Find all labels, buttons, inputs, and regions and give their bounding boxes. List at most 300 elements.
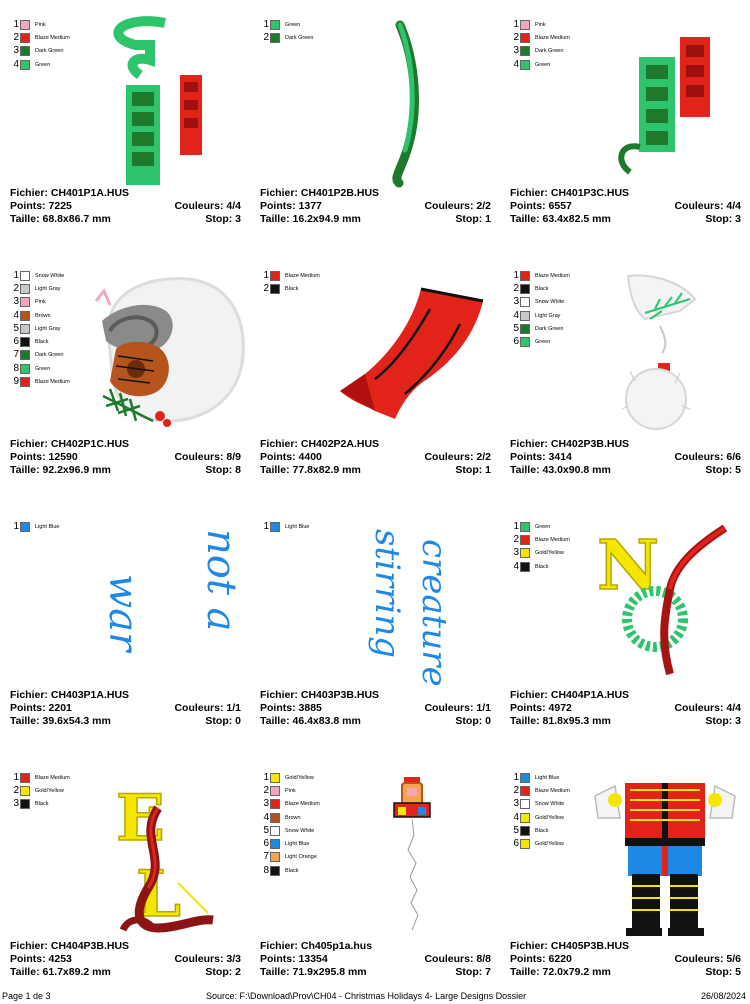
color-number: 3 bbox=[513, 296, 519, 308]
file-name: CH401P3C.HUS bbox=[550, 187, 630, 199]
file-name: Ch405p1a.hus bbox=[300, 940, 373, 952]
color-row bbox=[512, 296, 570, 309]
color-swatch bbox=[520, 562, 530, 572]
color-name: Black bbox=[35, 801, 49, 808]
colors-field: Couleurs: 4/4 bbox=[674, 702, 741, 714]
color-swatch bbox=[270, 786, 280, 796]
color-swatch bbox=[520, 311, 530, 321]
colors-field: Couleurs: 8/8 bbox=[424, 953, 491, 965]
color-name: Snow White bbox=[285, 827, 315, 834]
color-name: Gold/Yellow bbox=[35, 787, 64, 794]
colors-field: Couleurs: 3/3 bbox=[174, 953, 241, 965]
color-swatch bbox=[20, 46, 30, 56]
size-field: Taille: 16.2x94.9 mm bbox=[260, 213, 361, 225]
points-field: Points: 3885 bbox=[260, 702, 322, 714]
design-card bbox=[500, 251, 750, 502]
source-path: Source: F:\Download\Prov\CH04 - Christmas Holidays 4- Large Designs Dossier bbox=[206, 991, 527, 1001]
file-name: CH405P3B.HUS bbox=[550, 940, 630, 952]
color-row bbox=[12, 349, 70, 362]
file-field: Fichier: CH401P1A.HUS bbox=[10, 187, 130, 199]
color-swatch bbox=[520, 813, 530, 823]
design-info bbox=[10, 940, 241, 979]
stitched-text: not a bbox=[198, 529, 244, 632]
colors-field: Couleurs: 2/2 bbox=[424, 200, 491, 212]
embroidery-preview bbox=[595, 524, 735, 684]
color-name: Blaze Medium bbox=[535, 536, 570, 543]
color-number: 2 bbox=[513, 31, 519, 43]
color-list bbox=[262, 18, 313, 45]
color-name: Light Blue bbox=[35, 523, 60, 530]
colors-field: Couleurs: 2/2 bbox=[424, 451, 491, 463]
color-number: 1 bbox=[513, 18, 519, 30]
color-number: 3 bbox=[513, 547, 519, 559]
color-number: 3 bbox=[13, 45, 19, 57]
color-row bbox=[12, 296, 70, 309]
color-row bbox=[512, 58, 570, 71]
color-number: 1 bbox=[13, 269, 19, 281]
color-number: 3 bbox=[263, 798, 269, 810]
color-row bbox=[262, 784, 320, 797]
color-row bbox=[512, 837, 570, 850]
color-swatch bbox=[520, 33, 530, 43]
color-swatch bbox=[520, 20, 530, 30]
color-number: 2 bbox=[263, 31, 269, 43]
color-number: 2 bbox=[513, 533, 519, 545]
design-card bbox=[250, 502, 500, 753]
color-number: 9 bbox=[13, 376, 19, 388]
embroidery-preview bbox=[108, 778, 228, 938]
color-row bbox=[12, 309, 70, 322]
colors-field: Couleurs: 5/6 bbox=[674, 953, 741, 965]
file-field: Fichier: CH402P1C.HUS bbox=[10, 438, 130, 450]
color-number: 2 bbox=[13, 282, 19, 294]
design-card bbox=[250, 0, 500, 251]
color-name: Light Blue bbox=[285, 841, 310, 848]
color-row bbox=[262, 864, 320, 877]
color-row bbox=[262, 269, 320, 282]
color-row bbox=[12, 282, 70, 295]
stop-field: Stop: 3 bbox=[205, 213, 241, 225]
color-name: Black bbox=[535, 827, 549, 834]
color-name: Pink bbox=[535, 21, 546, 28]
color-number: 1 bbox=[263, 771, 269, 783]
color-swatch bbox=[270, 522, 280, 532]
color-swatch bbox=[20, 786, 30, 796]
color-name: Dark Green bbox=[535, 325, 564, 332]
color-swatch bbox=[520, 271, 530, 281]
color-row bbox=[512, 269, 570, 282]
print-date: 26/08/2024 bbox=[700, 991, 746, 1001]
stop-field: Stop: 5 bbox=[705, 464, 741, 476]
color-number: 2 bbox=[13, 784, 19, 796]
stop-field: Stop: 7 bbox=[455, 966, 491, 978]
color-number: 1 bbox=[263, 520, 269, 532]
color-swatch bbox=[270, 773, 280, 783]
color-list bbox=[12, 18, 70, 71]
color-name: Blaze Medium bbox=[35, 774, 70, 781]
file-name: CH404P3B.HUS bbox=[50, 940, 130, 952]
colors-field: Couleurs: 6/6 bbox=[674, 451, 741, 463]
color-row bbox=[262, 837, 320, 850]
color-name: Light Gray bbox=[35, 285, 61, 292]
color-name: Gold/Yellow bbox=[535, 814, 564, 821]
file-field: Fichier: CH401P2B.HUS bbox=[260, 187, 380, 199]
colors-field: Couleurs: 1/1 bbox=[424, 702, 491, 714]
color-swatch bbox=[20, 271, 30, 281]
color-number: 6 bbox=[513, 838, 519, 850]
color-swatch bbox=[520, 522, 530, 532]
embroidery-preview bbox=[367, 524, 454, 687]
color-number: 2 bbox=[263, 282, 269, 294]
color-number: 1 bbox=[513, 269, 519, 281]
color-name: Black bbox=[285, 285, 299, 292]
stitched-text: stirring bbox=[367, 529, 407, 659]
color-row bbox=[262, 811, 320, 824]
file-name: CH402P1C.HUS bbox=[50, 438, 130, 450]
embroidery-preview bbox=[95, 15, 245, 180]
stop-field: Stop: 3 bbox=[705, 213, 741, 225]
color-name: Green bbox=[285, 21, 301, 28]
color-name: Light Blue bbox=[285, 523, 310, 530]
color-swatch bbox=[20, 364, 30, 374]
color-swatch bbox=[520, 826, 530, 836]
color-name: Light Gray bbox=[535, 312, 561, 319]
color-row bbox=[512, 533, 570, 546]
file-name: CH402P2A.HUS bbox=[300, 438, 380, 450]
size-field: Taille: 63.4x82.5 mm bbox=[510, 213, 611, 225]
color-swatch bbox=[270, 866, 280, 876]
color-number: 4 bbox=[263, 811, 269, 823]
size-field: Taille: 61.7x89.2 mm bbox=[10, 966, 111, 978]
stitched-text: creature bbox=[414, 539, 454, 687]
design-card bbox=[250, 753, 500, 1004]
design-info bbox=[260, 689, 491, 728]
color-swatch bbox=[20, 297, 30, 307]
stop-field: Stop: 1 bbox=[455, 464, 491, 476]
color-number: 6 bbox=[13, 336, 19, 348]
color-row bbox=[12, 58, 70, 71]
points-field: Points: 4400 bbox=[260, 451, 322, 463]
color-swatch bbox=[20, 284, 30, 294]
color-swatch bbox=[520, 46, 530, 56]
color-row bbox=[262, 771, 320, 784]
color-name: Green bbox=[535, 339, 551, 346]
design-card bbox=[0, 753, 250, 1004]
color-swatch bbox=[520, 535, 530, 545]
color-row bbox=[512, 560, 570, 573]
color-row bbox=[512, 335, 570, 348]
embroidery-preview bbox=[385, 20, 425, 185]
color-row bbox=[262, 31, 313, 44]
color-list bbox=[262, 771, 320, 877]
file-name: CH402P3B.HUS bbox=[550, 438, 630, 450]
color-number: 6 bbox=[513, 336, 519, 348]
color-swatch bbox=[20, 799, 30, 809]
color-number: 4 bbox=[513, 560, 519, 572]
color-swatch bbox=[20, 773, 30, 783]
color-name: Blaze Medium bbox=[35, 34, 70, 41]
design-info bbox=[510, 940, 741, 979]
color-swatch bbox=[520, 60, 530, 70]
color-name: Blaze Medium bbox=[285, 801, 320, 808]
color-swatch bbox=[270, 33, 280, 43]
size-field: Taille: 81.8x95.3 mm bbox=[510, 715, 611, 727]
color-name: Brown bbox=[285, 814, 301, 821]
color-number: 3 bbox=[13, 296, 19, 308]
file-field: Fichier: CH405P3B.HUS bbox=[510, 940, 630, 952]
color-name: Gold/Yellow bbox=[535, 550, 564, 557]
embroidery-preview bbox=[100, 524, 244, 684]
color-swatch bbox=[270, 839, 280, 849]
color-name: Black bbox=[535, 563, 549, 570]
stop-field: Stop: 0 bbox=[455, 715, 491, 727]
color-swatch bbox=[270, 284, 280, 294]
color-row bbox=[12, 362, 70, 375]
color-number: 1 bbox=[513, 520, 519, 532]
color-swatch bbox=[20, 33, 30, 43]
embroidery-preview bbox=[620, 271, 705, 436]
color-row bbox=[512, 322, 570, 335]
design-info bbox=[260, 438, 491, 477]
color-swatch bbox=[20, 377, 30, 387]
color-row bbox=[512, 824, 570, 837]
points-field: Points: 4972 bbox=[510, 702, 572, 714]
color-row bbox=[12, 322, 70, 335]
color-swatch bbox=[20, 350, 30, 360]
file-name: CH403P1A.HUS bbox=[50, 689, 130, 701]
design-info bbox=[10, 187, 241, 226]
design-card bbox=[0, 502, 250, 753]
color-swatch bbox=[520, 297, 530, 307]
color-number: 8 bbox=[13, 362, 19, 374]
color-row bbox=[512, 547, 570, 560]
file-field: Fichier: Ch405p1a.hus bbox=[260, 940, 373, 952]
color-row bbox=[262, 282, 320, 295]
color-row bbox=[262, 18, 313, 31]
color-number: 1 bbox=[13, 18, 19, 30]
color-row bbox=[12, 269, 70, 282]
color-row bbox=[512, 282, 570, 295]
file-name: CH401P2B.HUS bbox=[300, 187, 380, 199]
page-footer bbox=[0, 990, 750, 1003]
page-number: Page 1 de 3 bbox=[2, 991, 51, 1001]
points-field: Points: 13354 bbox=[260, 953, 328, 965]
color-name: Blaze Medium bbox=[535, 34, 570, 41]
color-name: Light Gray bbox=[35, 325, 61, 332]
color-name: Black bbox=[285, 867, 299, 874]
color-swatch bbox=[270, 20, 280, 30]
design-card bbox=[250, 251, 500, 502]
color-row bbox=[262, 520, 309, 533]
color-swatch bbox=[270, 813, 280, 823]
color-number: 4 bbox=[513, 309, 519, 321]
color-swatch bbox=[520, 786, 530, 796]
color-row bbox=[12, 784, 70, 797]
color-list bbox=[262, 520, 309, 533]
file-field: Fichier: CH401P3C.HUS bbox=[510, 187, 630, 199]
color-swatch bbox=[520, 548, 530, 558]
color-row bbox=[262, 798, 320, 811]
color-row bbox=[512, 309, 570, 322]
design-card bbox=[0, 251, 250, 502]
color-number: 2 bbox=[513, 282, 519, 294]
color-number: 2 bbox=[13, 31, 19, 43]
stitched-text: E bbox=[116, 781, 165, 856]
file-field: Fichier: CH404P1A.HUS bbox=[510, 689, 630, 701]
stop-field: Stop: 1 bbox=[455, 213, 491, 225]
colors-field: Couleurs: 4/4 bbox=[174, 200, 241, 212]
color-name: Black bbox=[535, 285, 549, 292]
color-number: 5 bbox=[513, 824, 519, 836]
embroidery-preview bbox=[610, 22, 725, 182]
embroidery-preview bbox=[390, 775, 440, 935]
size-field: Taille: 92.2x96.9 mm bbox=[10, 464, 111, 476]
color-number: 1 bbox=[263, 18, 269, 30]
color-swatch bbox=[270, 852, 280, 862]
color-row bbox=[12, 771, 70, 784]
stitched-text: L bbox=[136, 857, 181, 932]
color-swatch bbox=[520, 337, 530, 347]
color-swatch bbox=[520, 324, 530, 334]
color-name: Snow White bbox=[535, 801, 565, 808]
stop-field: Stop: 8 bbox=[205, 464, 241, 476]
file-field: Fichier: CH403P1A.HUS bbox=[10, 689, 130, 701]
color-row bbox=[512, 798, 570, 811]
color-swatch bbox=[520, 284, 530, 294]
color-number: 3 bbox=[513, 798, 519, 810]
size-field: Taille: 43.0x90.8 mm bbox=[510, 464, 611, 476]
color-name: Green bbox=[535, 523, 551, 530]
color-name: Dark Green bbox=[285, 34, 314, 41]
colors-field: Couleurs: 1/1 bbox=[174, 702, 241, 714]
color-number: 1 bbox=[13, 520, 19, 532]
color-number: 4 bbox=[13, 309, 19, 321]
design-card bbox=[500, 502, 750, 753]
color-row bbox=[512, 784, 570, 797]
color-number: 2 bbox=[513, 784, 519, 796]
color-number: 8 bbox=[263, 864, 269, 876]
colors-field: Couleurs: 4/4 bbox=[674, 200, 741, 212]
size-field: Taille: 72.0x79.2 mm bbox=[510, 966, 611, 978]
points-field: Points: 3414 bbox=[510, 451, 572, 463]
color-row bbox=[12, 798, 70, 811]
color-name: Blaze Medium bbox=[35, 379, 70, 386]
color-number: 4 bbox=[13, 58, 19, 70]
design-info bbox=[10, 438, 241, 477]
color-number: 1 bbox=[263, 269, 269, 281]
color-name: Pink bbox=[35, 21, 46, 28]
color-number: 5 bbox=[13, 322, 19, 334]
color-name: Light Orange bbox=[285, 854, 317, 861]
file-name: CH401P1A.HUS bbox=[50, 187, 130, 199]
color-name: Blaze Medium bbox=[535, 272, 570, 279]
stop-field: Stop: 5 bbox=[705, 966, 741, 978]
points-field: Points: 6220 bbox=[510, 953, 572, 965]
design-card bbox=[500, 0, 750, 251]
color-row bbox=[262, 851, 320, 864]
stop-field: Stop: 3 bbox=[705, 715, 741, 727]
points-field: Points: 12590 bbox=[10, 451, 78, 463]
file-field: Fichier: CH402P2A.HUS bbox=[260, 438, 380, 450]
color-number: 3 bbox=[13, 798, 19, 810]
color-name: Snow White bbox=[35, 272, 65, 279]
color-row bbox=[12, 335, 70, 348]
points-field: Points: 2201 bbox=[10, 702, 72, 714]
color-list bbox=[12, 520, 59, 533]
color-name: Blaze Medium bbox=[535, 787, 570, 794]
color-number: 7 bbox=[263, 851, 269, 863]
color-swatch bbox=[20, 311, 30, 321]
color-name: Dark Green bbox=[35, 48, 64, 55]
points-field: Points: 4253 bbox=[10, 953, 72, 965]
file-name: CH403P3B.HUS bbox=[300, 689, 380, 701]
color-row bbox=[12, 31, 70, 44]
design-card bbox=[500, 753, 750, 1004]
color-row bbox=[512, 811, 570, 824]
design-info bbox=[10, 689, 241, 728]
color-number: 4 bbox=[513, 58, 519, 70]
color-name: Gold/Yellow bbox=[285, 774, 314, 781]
stitched-text: war bbox=[100, 574, 146, 652]
color-row bbox=[262, 824, 320, 837]
color-row bbox=[12, 375, 70, 388]
color-number: 1 bbox=[13, 771, 19, 783]
color-row bbox=[12, 18, 70, 31]
color-swatch bbox=[270, 799, 280, 809]
points-field: Points: 1377 bbox=[260, 200, 322, 212]
color-name: Green bbox=[35, 61, 51, 68]
color-row bbox=[12, 520, 59, 533]
design-info bbox=[510, 187, 741, 226]
color-list bbox=[262, 269, 320, 296]
stop-field: Stop: 2 bbox=[205, 966, 241, 978]
color-swatch bbox=[270, 271, 280, 281]
color-name: Gold/Yellow bbox=[535, 841, 564, 848]
color-row bbox=[512, 18, 570, 31]
color-number: 7 bbox=[13, 349, 19, 361]
file-name: CH404P1A.HUS bbox=[550, 689, 630, 701]
color-list bbox=[512, 18, 570, 71]
color-number: 5 bbox=[513, 322, 519, 334]
design-info bbox=[260, 940, 491, 979]
color-name: Pink bbox=[285, 787, 296, 794]
size-field: Taille: 77.8x82.9 mm bbox=[260, 464, 361, 476]
color-swatch bbox=[520, 773, 530, 783]
color-row bbox=[512, 771, 570, 784]
design-info bbox=[510, 689, 741, 728]
color-number: 5 bbox=[263, 824, 269, 836]
file-field: Fichier: CH404P3B.HUS bbox=[10, 940, 130, 952]
color-row bbox=[512, 45, 570, 58]
color-name: Light Blue bbox=[535, 774, 560, 781]
size-field: Taille: 68.8x86.7 mm bbox=[10, 213, 111, 225]
size-field: Taille: 71.9x295.8 mm bbox=[260, 966, 367, 978]
color-swatch bbox=[520, 799, 530, 809]
color-list bbox=[512, 269, 570, 349]
embroidery-preview bbox=[590, 778, 740, 938]
points-field: Points: 7225 bbox=[10, 200, 72, 212]
color-number: 1 bbox=[513, 771, 519, 783]
file-field: Fichier: CH403P3B.HUS bbox=[260, 689, 380, 701]
embroidery-preview bbox=[88, 271, 248, 431]
size-field: Taille: 39.6x54.3 mm bbox=[10, 715, 111, 727]
embroidery-preview bbox=[335, 279, 485, 424]
color-number: 3 bbox=[513, 45, 519, 57]
color-swatch bbox=[270, 826, 280, 836]
color-name: Blaze Medium bbox=[285, 272, 320, 279]
color-list bbox=[12, 269, 70, 389]
color-row bbox=[512, 520, 570, 533]
